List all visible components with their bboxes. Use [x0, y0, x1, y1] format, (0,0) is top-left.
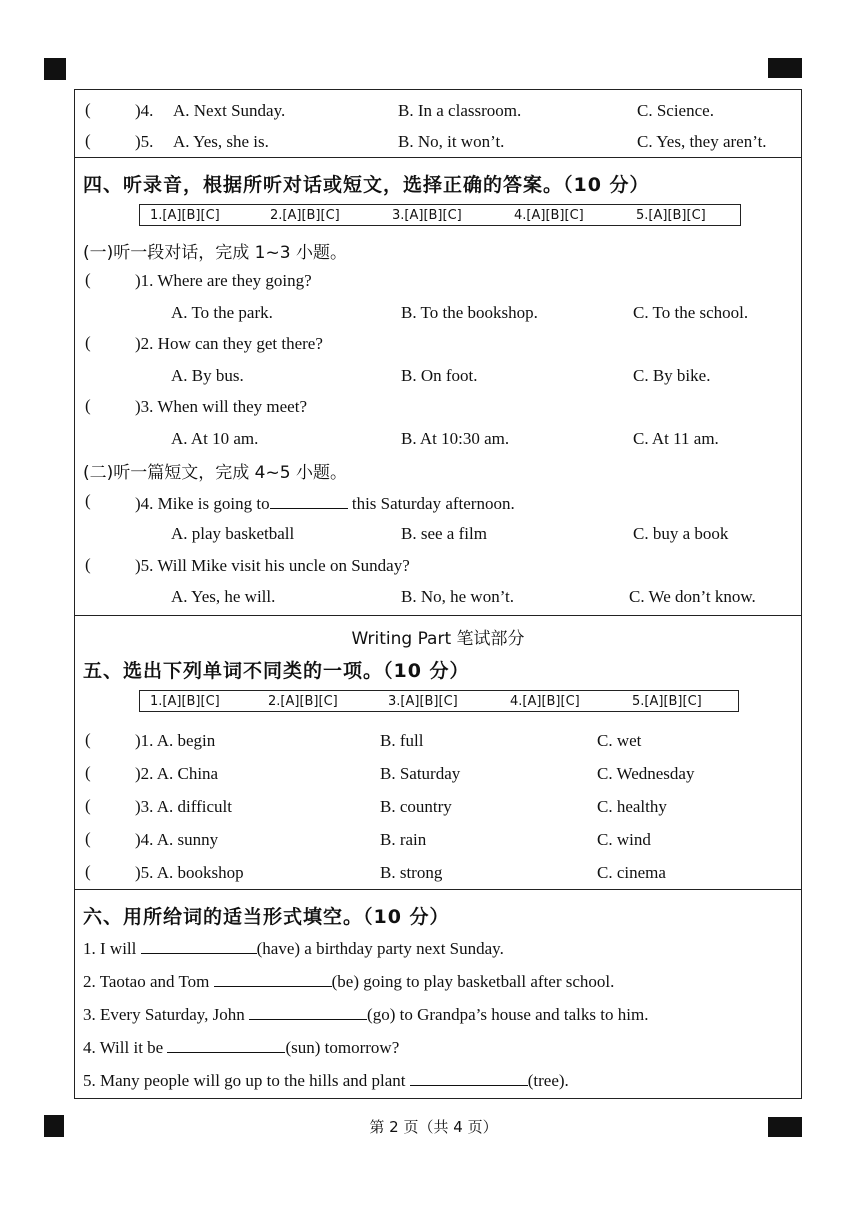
page-footer: 第 2 页（共 4 页）	[369, 1118, 498, 1136]
part4-subheading-2: (二)听一篇短文，完成 4~5 小题。	[83, 463, 347, 483]
option-a: A. play basketball	[171, 524, 295, 543]
option-b: B. strong	[380, 863, 443, 882]
part5-section	[75, 616, 801, 890]
fill-blank[interactable]	[410, 1069, 528, 1086]
exam-frame	[74, 89, 802, 1099]
answer-paren[interactable]: (	[85, 491, 91, 510]
answer-paren[interactable]: (	[85, 796, 91, 815]
part5-heading: 五、选出下列单词不同类的一项。（10 分）	[83, 660, 470, 682]
fill-blank[interactable]	[249, 1003, 367, 1020]
answer-box-item[interactable]: 2.[A][B][C]	[270, 208, 340, 223]
option-a: A. By bus.	[171, 366, 244, 385]
option-a: A. Yes, she is.	[173, 132, 269, 151]
fill-blank[interactable]	[270, 492, 348, 509]
option-b: B. see a film	[401, 524, 487, 543]
answer-box-item[interactable]: 3.[A][B][C]	[392, 208, 462, 223]
fill-item-text: 4. Will it be	[83, 1038, 168, 1057]
option-c: C. Wednesday	[597, 764, 695, 783]
question-text	[135, 492, 515, 514]
answer-box-item[interactable]: 4.[A][B][C]	[514, 208, 584, 223]
option-a: A. Next Sunday.	[173, 101, 286, 120]
answer-box-item[interactable]: 4.[A][B][C]	[510, 694, 580, 709]
answer-box-item[interactable]: 3.[A][B][C]	[388, 694, 458, 709]
fill-item-text: 5. Many people will go up to the hills and plant	[83, 1071, 410, 1090]
option-c: C. buy a book	[633, 524, 729, 543]
question-text: )5. Will Mike visit his uncle on Sunday?	[135, 556, 410, 575]
question-text: )1. Where are they going?	[135, 271, 312, 290]
answer-paren[interactable]: (	[85, 829, 91, 848]
option-c: C. Yes, they aren’t.	[637, 132, 767, 151]
part4-answer-box	[139, 204, 741, 226]
answer-paren[interactable]: (	[85, 100, 91, 119]
registration-mark-top-left	[44, 58, 66, 80]
option-a: A. Yes, he will.	[171, 587, 276, 606]
question-text: )3. When will they meet?	[135, 397, 307, 416]
fill-item-text: (have) a birthday party next Sunday.	[256, 939, 504, 958]
option-c: C. cinema	[597, 863, 666, 882]
option-a: A. At 10 am.	[171, 429, 259, 448]
answer-paren[interactable]: (	[85, 730, 91, 749]
option-b: B. To the bookshop.	[401, 303, 538, 322]
option-c: C. We don’t know.	[629, 587, 756, 606]
part3-section	[75, 90, 801, 158]
answer-box-item[interactable]: 5.[A][B][C]	[636, 208, 706, 223]
fill-item	[83, 970, 614, 992]
option-a: )2. A. China	[135, 764, 219, 783]
option-a: )4. A. sunny	[135, 830, 219, 849]
option-c: C. Science.	[637, 101, 714, 120]
fill-item-text: (tree).	[527, 1071, 569, 1090]
option-b: B. At 10:30 am.	[401, 429, 510, 448]
option-b: B. On foot.	[401, 366, 478, 385]
option-a: )3. A. difficult	[135, 797, 232, 816]
option-a: )1. A. begin	[135, 731, 216, 750]
question-number: )4.	[135, 101, 154, 120]
option-b: B. No, it won’t.	[398, 132, 505, 151]
question-text-pre: )4. Mike is going to	[135, 494, 270, 513]
answer-box-item[interactable]: 2.[A][B][C]	[268, 694, 338, 709]
question-text-post: this Saturday afternoon.	[347, 494, 515, 513]
fill-item	[83, 1003, 648, 1025]
part4-section	[75, 158, 801, 616]
option-c: C. To the school.	[633, 303, 749, 322]
option-c: C. At 11 am.	[633, 429, 719, 448]
fill-item	[83, 937, 504, 959]
option-c: C. By bike.	[633, 366, 711, 385]
option-b: B. rain	[380, 830, 427, 849]
option-b: B. In a classroom.	[398, 101, 522, 120]
fill-item-text: 2. Taotao and Tom	[83, 972, 214, 991]
fill-item-text: 1. I will	[83, 939, 141, 958]
answer-paren[interactable]: (	[85, 270, 91, 289]
fill-blank[interactable]	[141, 937, 257, 954]
option-c: C. wind	[597, 830, 651, 849]
answer-paren[interactable]: (	[85, 333, 91, 352]
option-a: A. To the park.	[171, 303, 273, 322]
writing-part-title: Writing Part 笔试部分	[351, 629, 525, 649]
part5-answer-box	[139, 690, 739, 712]
answer-paren[interactable]: (	[85, 555, 91, 574]
answer-box-item[interactable]: 1.[A][B][C]	[150, 694, 220, 709]
option-b: B. No, he won’t.	[401, 587, 515, 606]
fill-item-text: (be) going to play basketball after school.	[331, 972, 615, 991]
fill-item	[83, 1036, 399, 1058]
fill-blank[interactable]	[167, 1036, 285, 1053]
option-b: B. full	[380, 731, 424, 750]
part6-section	[75, 890, 801, 1098]
fill-item-text: (go) to Grandpa’s house and talks to him.	[367, 1005, 649, 1024]
option-b: B. Saturday	[380, 764, 461, 783]
question-text: )2. How can they get there?	[135, 334, 323, 353]
answer-box-item[interactable]: 1.[A][B][C]	[150, 208, 220, 223]
answer-paren[interactable]: (	[85, 862, 91, 881]
answer-paren[interactable]: (	[85, 131, 91, 150]
fill-item	[83, 1069, 569, 1091]
option-b: B. country	[380, 797, 452, 816]
answer-paren[interactable]: (	[85, 763, 91, 782]
question-number: )5.	[135, 132, 154, 151]
option-c: C. healthy	[597, 797, 667, 816]
answer-paren[interactable]: (	[85, 396, 91, 415]
part4-heading: 四、听录音，根据所听对话或短文，选择正确的答案。（10 分）	[83, 174, 650, 196]
part6-heading: 六、用所给词的适当形式填空。（10 分）	[83, 906, 450, 928]
fill-item-text: 3. Every Saturday, John	[83, 1005, 250, 1024]
option-a: )5. A. bookshop	[135, 863, 244, 882]
registration-mark-top-right	[768, 58, 802, 78]
fill-item-text: (sun) tomorrow?	[285, 1038, 400, 1057]
fill-blank[interactable]	[214, 970, 332, 987]
option-c: C. wet	[597, 731, 642, 750]
part4-subheading-1: (一)听一段对话，完成 1~3 小题。	[83, 243, 347, 263]
answer-box-item[interactable]: 5.[A][B][C]	[632, 694, 702, 709]
